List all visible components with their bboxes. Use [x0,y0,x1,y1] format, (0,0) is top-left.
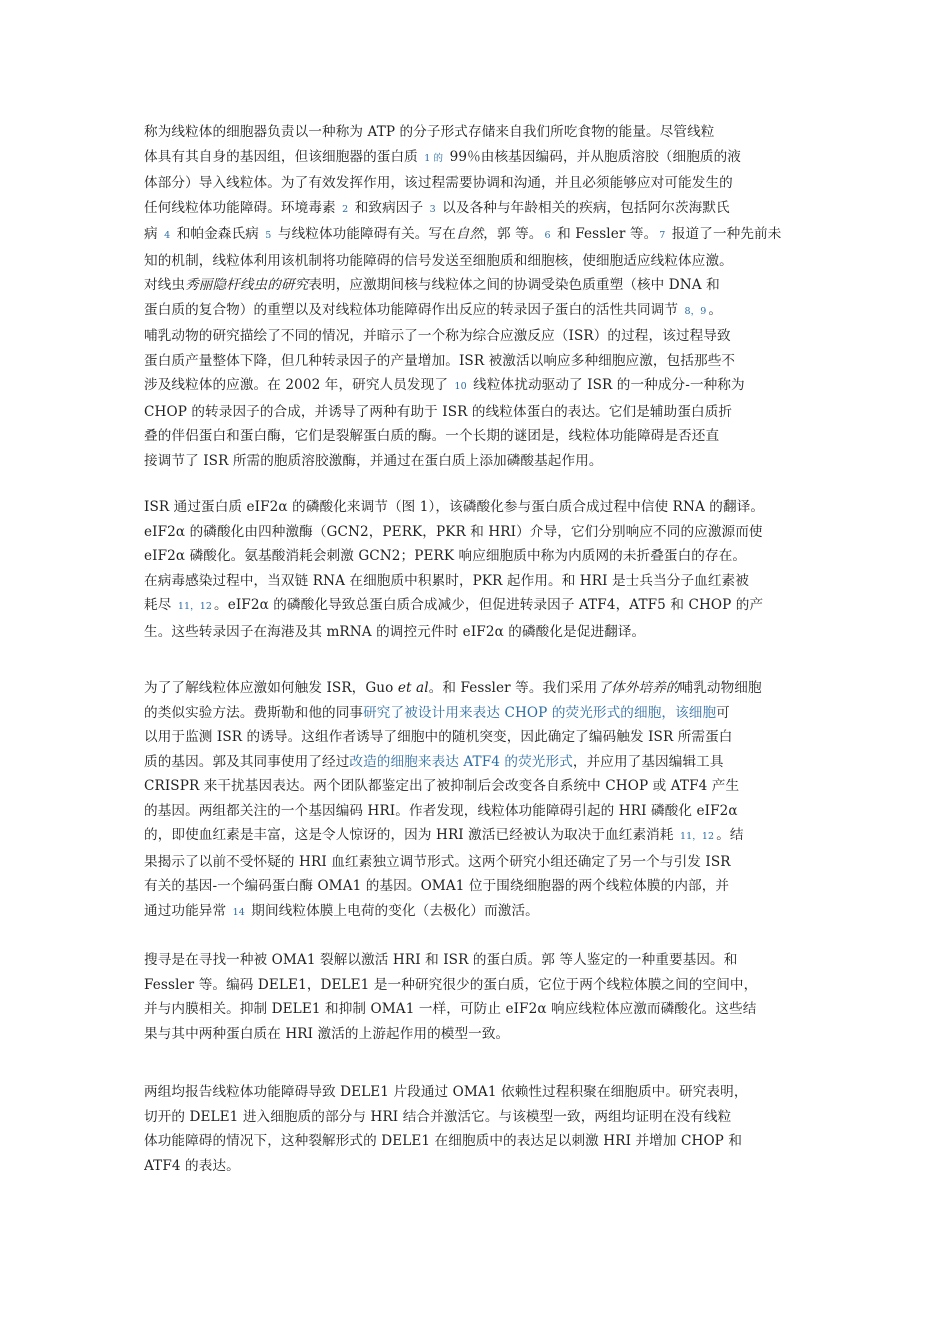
text-line [144,725,814,750]
text-segment: 线粒体扰动驱动了 ISR 的一种成分-一种称为 [468,377,745,393]
text-segment: 并与内膜相关。抑制 DELE1 和抑制 OMA1 一样，可防止 eIF2α 响应线粒体应激而磷酸化。这些结 [144,1001,757,1017]
reference-link[interactable]: 3 [429,203,436,215]
text-line [144,774,814,799]
text-segment: 称为线粒体的细胞器负责以一种称为 ATP 的分子形式存储来自我们所吃食物的能量。尽管线粒 [144,124,715,140]
text-segment: 有关的基因-一个编码蛋白酶 OMA1 的基因。OMA1 位于围绕细胞器的两个线粒体膜的内部，并 [144,878,730,894]
text-segment: 。结 [716,827,744,843]
text-line [144,520,814,545]
text-segment: 和致病因子 [350,199,428,216]
text-line [144,145,814,172]
text-line [144,324,814,349]
text-segment: 搜寻是在寻找一种被 OMA1 裂解以激活 HRI 和 ISR 的蛋白质。郭 等人鉴定的一种重要基因。和 [144,952,738,968]
text-segment: 在病毒感染过程中，当双链 RNA 在细胞质中积累时，PKR 起作用。和 HRI 是士兵当分子血红素被 [144,572,749,589]
text-segment: 体具有其自身的基因组，但该细胞器的蛋白质 [144,148,423,165]
inline-link[interactable]: 研究了被设计用来表达 CHOP 的荧光形式的细胞，该细胞 [363,704,717,721]
reference-link[interactable]: 1 的 [424,152,444,164]
text-segment: CRISPR 来干扰基因表达。两个团队都鉴定出了被抑制后会改变各自系统中 CHOP 或 ATF4 产生 [144,778,740,794]
text-segment: Fessler 等。编码 DELE1，DELE1 是一种研究很少的蛋白质，它位于两个线粒体膜之间的空间中， [144,976,758,993]
text-line [144,349,814,374]
text-line [144,593,814,620]
text-segment: 病 [144,226,163,242]
text-segment: 哺乳动物的研究描绘了不同的情况，并暗示了一个称为综合应激反应（ISR）的过程，该过程导致 [144,328,731,344]
paragraph-isr-regulation [144,495,814,644]
paragraph-dele1-results [144,1080,814,1178]
text-segment: 叠的伴侣蛋白和蛋白酶，它们是裂解蛋白质的酶。一个长期的谜团是，线粒体功能障碍是否还直 [144,428,720,444]
reference-link[interactable]: 6 [544,230,551,241]
text-segment: ，郭 等。 [483,226,543,242]
text-line [144,701,814,726]
text-line [144,899,814,926]
text-line [144,973,814,998]
reference-link[interactable]: 8，9 [684,305,707,317]
italic-text: et al [397,680,429,696]
reference-link[interactable]: 7 [659,230,666,241]
text-segment: 对线虫 [144,277,186,293]
text-segment: 。和 Fessler 等。我们采用 [428,680,598,696]
reference-link[interactable]: 5 [265,230,272,241]
text-segment: 切开的 DELE1 进入细胞质的部分与 HRI 结合并激活它。与该模型一致，两组均证明在没有线粒 [144,1108,732,1125]
text-segment: 生。这些转录因子在海港及其 mRNA 的调控元件时 eIF2α 的磷酸化是促进翻译。 [144,623,646,640]
reference-link[interactable]: 10 [454,381,467,392]
text-line [144,273,814,298]
text-segment: 和 Fessler 等。 [552,226,658,242]
text-segment: 与线粒体功能障碍有关。写在 [273,226,456,242]
text-segment: 的，即使血红素是丰富，这是令人惊讶的，因为 HRI 激活已经被认为取决于血红素消耗 [144,827,678,843]
paragraph-experiments [144,676,814,925]
reference-link[interactable]: 11，12 [177,601,212,612]
text-line [144,874,814,899]
text-segment: 表明，应激期间核与线粒体之间的协调受染色质重塑（核中 DNA 和 [308,277,720,293]
text-segment: 体功能障碍的情况下，这种裂解形式的 DELE1 在细胞质中的表达足以刺激 HRI 并增加 CHOP 和 [144,1133,743,1149]
text-line [144,249,814,274]
text-line [144,620,814,645]
text-segment: 为了了解线粒体应激如何触发 ISR，Guo [144,680,398,696]
text-segment: 果揭示了以前不受怀疑的 HRI 血红素独立调节形式。这两个研究小组还确定了另一个与引发 ISR [144,853,731,870]
text-line [144,298,814,325]
text-line [144,120,814,145]
text-line [144,1129,814,1154]
reference-link[interactable]: 14 [232,906,245,918]
text-line [144,750,814,775]
text-segment: 接调节了 ISR 所需的胞质溶胶激酶，并通过在蛋白质上添加磷酸基起作用。 [144,452,603,469]
text-segment: ，并应用了基因编辑工具 [572,753,724,770]
text-segment: 的类似实验方法。费斯勒和他的同事 [144,704,364,721]
text-line [144,850,814,875]
italic-text: 自然 [455,226,484,242]
italic-text: 了体外培养的 [597,680,680,696]
text-segment: 哺乳动物细胞 [679,680,762,696]
text-segment: ATF4 的表达。 [144,1157,240,1174]
text-segment: 耗尽 [144,597,176,613]
text-line [144,823,814,850]
text-line [144,1022,814,1047]
text-segment: 99％由核基因编码，并从胞质溶胶（细胞质的液 [445,148,741,165]
text-segment: 和帕金森氏病 [172,226,264,242]
text-segment: 涉及线粒体的应激。在 2002 年，研究人员发现了 [144,377,453,393]
text-line [144,676,814,701]
text-segment: 。eIF2α 的磷酸化导致总蛋白质合成减少，但促进转录因子 ATF4，ATF5 和 CHOP 的产 [214,597,764,613]
text-line [144,799,814,824]
text-segment: eIF2α 磷酸化。氨基酸消耗会刺激 GCN2；PERK 响应细胞质中称为内质网的未折叠蛋白的存在。 [144,548,747,564]
text-line [144,449,814,474]
text-line [144,997,814,1022]
text-segment: 以及各种与年龄相关的疾病，包括阿尔茨海默氏 [437,199,730,216]
text-line [144,424,814,449]
text-line [144,495,814,520]
reference-link[interactable]: 2 [342,203,349,215]
inline-link[interactable]: 改造的细胞来表达 ATF4 的荧光形式 [349,753,573,770]
text-segment: 报道了一种先前未 [667,226,782,242]
text-segment: CHOP 的转录因子的合成，并诱导了两种有助于 ISR 的线粒体蛋白的表达。它们是辅助蛋白质折 [144,403,733,420]
text-line [144,222,814,249]
text-segment: 期间线粒体膜上电荷的变化（去极化）而激活。 [246,902,539,919]
reference-link[interactable]: 4 [164,230,171,241]
text-line [144,1154,814,1179]
text-segment: eIF2α 的磷酸化由四种激酶（GCN2，PERK，PKR 和 HRI）介导，它们分别响应不同的应激源而使 [144,523,763,540]
text-segment: 两组均报告线粒体功能障碍导致 DELE1 片段通过 OMA1 依赖性过程积聚在细胞质中。研究表明， [144,1084,748,1100]
text-line [144,196,814,223]
text-segment: 。 [708,301,723,318]
text-segment: 任何线粒体功能障碍。环境毒素 [144,199,341,216]
text-segment: 蛋白质产量整体下降，但几种转录因子的产量增加。ISR 被激活以响应多种细胞应激，包括那些不 [144,352,736,369]
text-segment: 的基因。两组都关注的一个基因编码 HRI。作者发现，线粒体功能障碍引起的 HRI 磷酸化 eIF2α [144,802,738,819]
paragraph-dele1-search [144,948,814,1046]
text-segment: 质的基因。郭及其同事使用了经过 [144,753,350,770]
text-line [144,948,814,973]
text-segment: 知的机制，线粒体利用该机制将功能障碍的信号发送至细胞质和细胞核，使细胞适应线粒体应激。 [144,252,733,269]
text-segment: 可 [716,704,730,721]
italic-text: 秀丽隐杆线虫的研究 [185,277,309,293]
text-segment: 以用于监测 ISR 的诱导。这组作者诱导了细胞中的随机突变，因此确定了编码触发 ISR 所需蛋白 [144,729,733,745]
text-line [144,400,814,425]
text-line [144,544,814,569]
text-line [144,1105,814,1130]
text-segment: 果与其中两种蛋白质在 HRI 激活的上游起作用的模型一致。 [144,1025,510,1042]
reference-link[interactable]: 11，12 [680,831,715,842]
text-line [144,569,814,594]
paragraph-mitochondria-intro [144,120,814,473]
text-line [144,373,814,400]
text-segment: 体部分）导入线粒体。为了有效发挥作用，该过程需要协调和沟通，并且必须能够应对可能发生的 [144,175,733,191]
text-segment: 蛋白质的复合物）的重塑以及对线粒体功能障碍作出反应的转录因子蛋白的活性共同调节 [144,301,683,318]
text-line [144,171,814,196]
text-segment: ISR 通过蛋白质 eIF2α 的磷酸化来调节（图 1），该磷酸化参与蛋白质合成过程中信使 RNA 的翻译。 [144,499,765,515]
text-segment: 通过功能异常 [144,902,231,919]
text-line [144,1080,814,1105]
